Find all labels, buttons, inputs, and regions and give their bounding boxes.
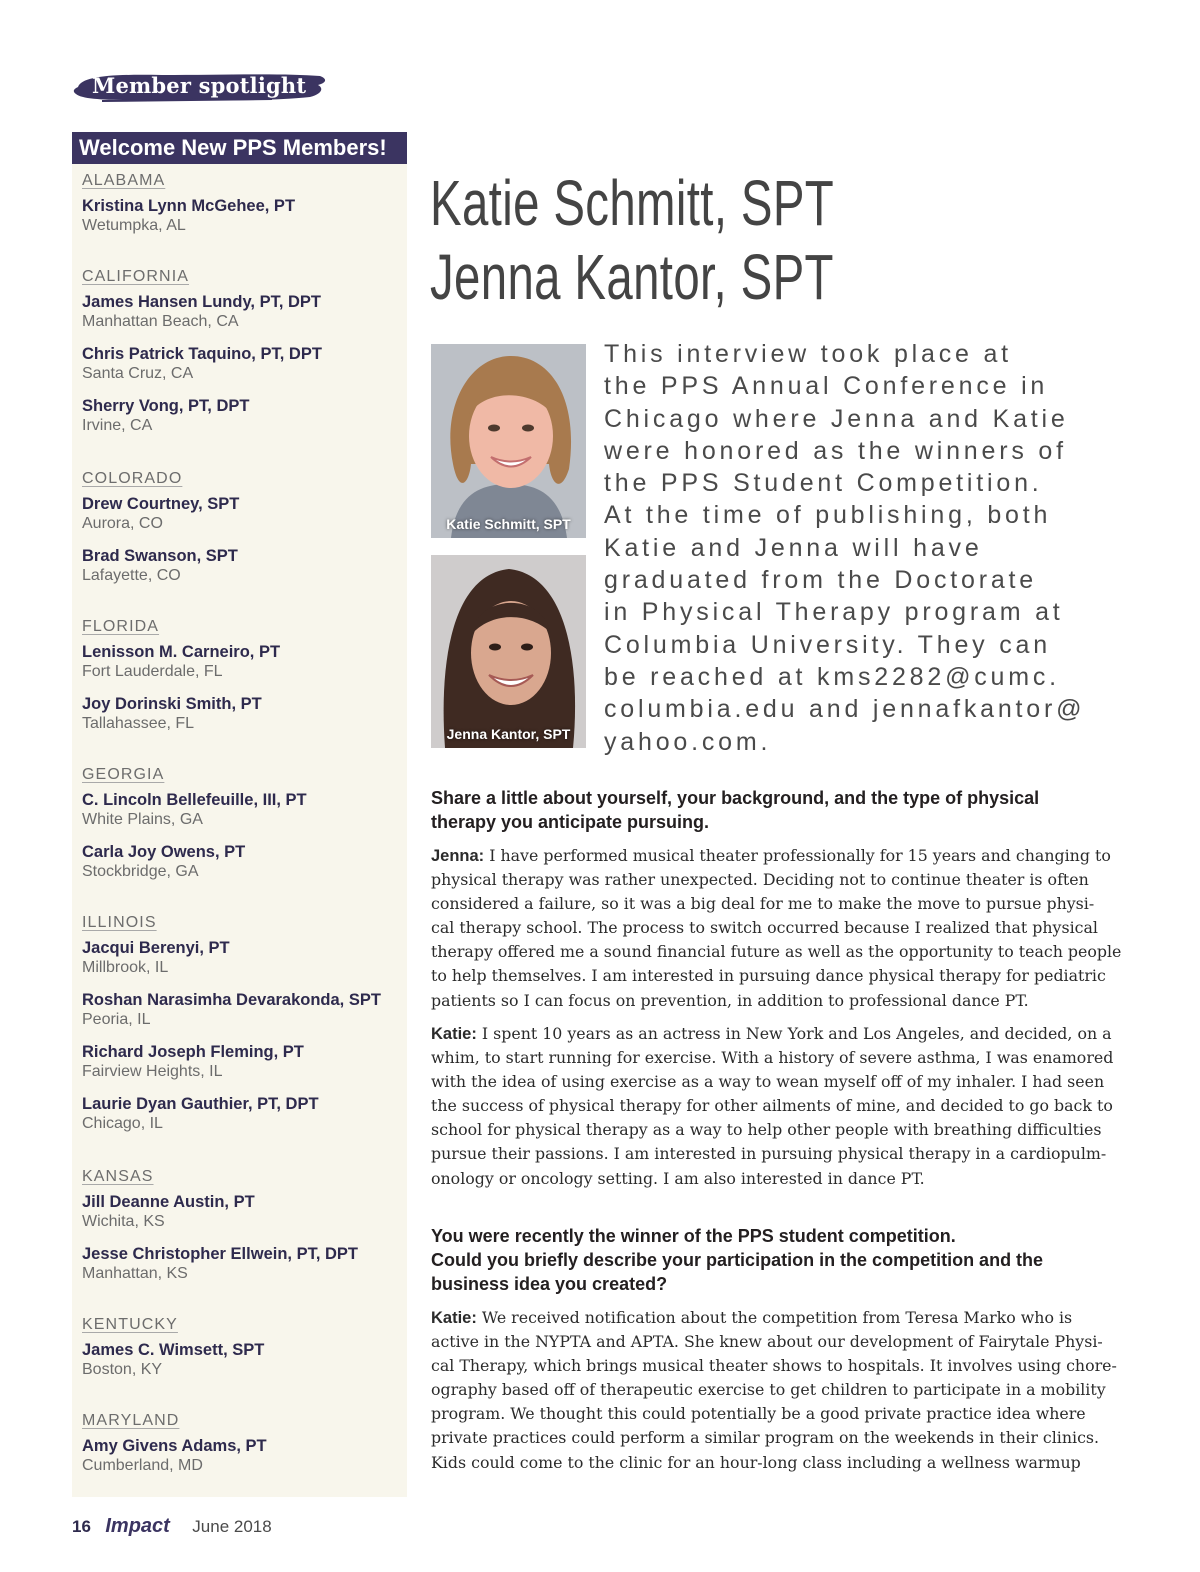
member-entry <box>82 695 280 733</box>
member-name: Jacqui Berenyi, PT <box>82 939 230 957</box>
member-name: Lenisson M. Carneiro, PT <box>82 643 281 661</box>
answer-line <box>431 1142 1131 1166</box>
photo-caption-katie: Katie Schmitt, SPT <box>446 516 571 532</box>
member-name: Carla Joy Owens, PT <box>82 843 246 861</box>
member-name: Richard Joseph Fleming, PT <box>82 1043 304 1061</box>
answer-text: We received notification about the competition from Teresa Marko who is <box>476 1308 1073 1327</box>
member-location: Lafayette, CO <box>82 567 181 584</box>
answer-text: school for physical therapy as a way to help other people with breathing difficulties <box>431 1120 1102 1140</box>
answer-text: onology or oncology setting. I am also interested in dance PT. <box>431 1168 925 1188</box>
magazine-logo: Impact <box>105 1515 170 1537</box>
member-name: Jill Deanne Austin, PT <box>82 1193 255 1211</box>
member-name: Drew Courtney, SPT <box>82 495 240 513</box>
question-line: therapy you anticipate pursuing. <box>431 812 710 832</box>
issue-date: June 2018 <box>192 1517 272 1536</box>
member-entry <box>82 1341 264 1379</box>
answer-line <box>431 1426 1131 1450</box>
state-group <box>72 1168 358 1297</box>
member-name: Joy Dorinski Smith, PT <box>82 695 262 713</box>
article-title-line-2: Jenna Kantor, SPT <box>430 241 834 313</box>
state-heading: ALABAMA <box>82 172 166 189</box>
answer-line <box>431 940 1131 964</box>
page-number: 16 <box>72 1517 91 1536</box>
answer-line <box>431 1070 1131 1094</box>
member-location: White Plains, GA <box>82 811 203 828</box>
member-location: Boston, KY <box>82 1361 163 1378</box>
member-entry <box>82 843 307 881</box>
intro-line: Columbia University. They can <box>604 630 1051 659</box>
article-intro <box>604 338 1114 758</box>
answer-text: physical therapy was rather unexpected. Deciding not to continue theater is often <box>431 870 1089 890</box>
state-heading: COLORADO <box>82 470 183 487</box>
member-entry <box>82 1437 267 1475</box>
answer-text: program. We thought this could potentially be a good private practice idea where <box>431 1404 1086 1424</box>
member-location: Tallahassee, FL <box>82 715 195 732</box>
member-entry <box>82 397 322 435</box>
answer-line <box>431 868 1131 892</box>
member-location: Wichita, KS <box>82 1213 165 1230</box>
member-name: Sherry Vong, PT, DPT <box>82 397 250 415</box>
member-location: Wetumpka, AL <box>82 217 186 234</box>
state-heading: KENTUCKY <box>82 1316 178 1333</box>
answer-text: I have performed musical theater professionally for 15 years and changing to <box>484 846 1111 865</box>
member-entry <box>82 197 295 235</box>
answer-line <box>431 892 1131 916</box>
speaker-label: Jenna: <box>431 847 485 865</box>
question-line: Could you briefly describe your participation in the competition and the <box>431 1250 1044 1270</box>
intro-line: be reached at kms2282@cumc. <box>604 662 1060 691</box>
state-group <box>72 172 295 249</box>
member-entry <box>82 293 322 331</box>
state-heading: GEORGIA <box>82 766 165 783</box>
member-entry <box>82 1095 381 1133</box>
answer-line <box>431 989 1131 1013</box>
member-name: Laurie Dyan Gauthier, PT, DPT <box>82 1095 319 1113</box>
member-location: Peoria, IL <box>82 1011 151 1028</box>
state-group <box>72 1412 267 1489</box>
member-entry <box>82 991 381 1029</box>
section-banner-label: Member spotlight <box>92 73 307 98</box>
question-1 <box>431 786 1039 834</box>
member-location: Millbrook, IL <box>82 959 169 976</box>
answer-text: considered a failure, so it was a big deal for me to make the move to pursue physi- <box>431 894 1095 914</box>
answer-text: active in the NYPTA and APTA. She knew about our development of Fairytale Physi- <box>431 1332 1103 1352</box>
intro-line: in Physical Therapy program at <box>604 598 1064 627</box>
answer-text: pursue their passions. I am interested in pursuing physical therapy in a cardiopulm- <box>431 1144 1107 1164</box>
portrait-photo-jenna <box>431 555 586 748</box>
state-heading: KANSAS <box>82 1168 154 1185</box>
question-2 <box>431 1224 1043 1296</box>
question-line: Share a little about yourself, your background, and the type of physical <box>431 788 1040 808</box>
answer-line <box>431 1022 1131 1046</box>
answer-text: the success of physical therapy for other ailments of mine, and decided to go back to <box>431 1096 1113 1116</box>
answer-line <box>431 1046 1131 1070</box>
question-line: You were recently the winner of the PPS student competition. <box>431 1226 956 1246</box>
answer-line <box>431 1118 1131 1142</box>
member-location: Manhattan, KS <box>82 1265 188 1282</box>
answer-1-katie <box>431 1022 1131 1191</box>
answer-line <box>431 1378 1131 1402</box>
state-group <box>72 268 322 449</box>
intro-line: At the time of publishing, both <box>604 501 1052 530</box>
state-heading: ILLINOIS <box>82 914 157 931</box>
intro-line: were honored as the winners of <box>604 436 1067 465</box>
state-group <box>72 766 307 895</box>
answer-line <box>431 1167 1131 1191</box>
answer-text: private practices could perform a similar program on the weekends in their clinics. <box>431 1428 1100 1448</box>
member-entry <box>82 547 239 585</box>
member-name: James C. Wimsett, SPT <box>82 1341 265 1359</box>
answer-text: with the idea of using exercise as a way to wean myself off of my inhaler. I had seen <box>431 1072 1105 1092</box>
portrait-photo-katie <box>431 344 586 538</box>
answer-text: to help themselves. I am interested in pursuing dance physical therapy for pediatric <box>431 966 1106 986</box>
member-location: Manhattan Beach, CA <box>82 313 239 330</box>
state-group <box>72 618 280 747</box>
answer-text: I spent 10 years as an actress in New York and Los Angeles, and decided, on a <box>476 1024 1112 1043</box>
member-entry <box>82 791 307 829</box>
member-location: Chicago, IL <box>82 1115 163 1132</box>
member-name: C. Lincoln Bellefeuille, III, PT <box>82 791 307 809</box>
intro-line: yahoo.com. <box>604 727 772 756</box>
answer-line <box>431 844 1131 868</box>
sidebar-header: Welcome New PPS Members! <box>72 132 407 164</box>
section-banner <box>72 70 328 104</box>
member-entry <box>82 939 381 977</box>
intro-line: This interview took place at <box>604 340 1012 368</box>
state-heading: MARYLAND <box>82 1412 180 1429</box>
member-location: Aurora, CO <box>82 515 163 532</box>
new-members-sidebar <box>72 132 407 1497</box>
answer-line <box>431 916 1131 940</box>
member-entry <box>82 1193 358 1231</box>
member-location: Irvine, CA <box>82 417 153 434</box>
answer-text: cal therapy school. The process to switch occurred because I realized that physical <box>431 918 1098 938</box>
article-title-line-1: Katie Schmitt, SPT <box>430 167 835 239</box>
member-location: Stockbridge, GA <box>82 863 199 880</box>
member-name: Brad Swanson, SPT <box>82 547 238 565</box>
page-footer <box>72 1515 272 1539</box>
member-entry <box>82 1043 381 1081</box>
intro-line: Katie and Jenna will have <box>604 533 983 562</box>
answer-text: Kids could come to the clinic for an hour-long class including a wellness warmup <box>431 1452 1081 1472</box>
answer-text: ography based off of therapeutic exercise to get children to participate in a mobility <box>431 1380 1106 1400</box>
photo-caption-jenna: Jenna Kantor, SPT <box>446 726 571 742</box>
member-name: Kristina Lynn McGehee, PT <box>82 197 296 215</box>
member-name: Jesse Christopher Ellwein, PT, DPT <box>82 1245 358 1263</box>
answer-1-jenna <box>431 844 1131 1013</box>
member-location: Cumberland, MD <box>82 1457 203 1474</box>
member-name: Amy Givens Adams, PT <box>82 1437 267 1455</box>
intro-line: columbia.edu and jennafkantor@ <box>604 695 1086 724</box>
intro-line: the PPS Annual Conference in <box>604 372 1049 401</box>
member-entry <box>82 643 280 681</box>
state-group <box>72 914 381 1147</box>
member-entry <box>82 345 322 383</box>
answer-line <box>431 1330 1131 1354</box>
answer-text: patients so I can focus on prevention, in addition to professional dance PT. <box>431 990 1029 1010</box>
intro-line: graduated from the Doctorate <box>604 566 1037 595</box>
speaker-label: Katie: <box>431 1025 477 1043</box>
speaker-label: Katie: <box>431 1309 477 1327</box>
member-entry <box>82 495 239 533</box>
answer-line <box>431 964 1131 988</box>
answer-text: therapy offered me a sound financial future as well as the opportunity to teach people <box>431 942 1122 962</box>
member-name: Roshan Narasimha Devarakonda, SPT <box>82 991 381 1009</box>
answer-text: whim, to start running for exercise. With a history of severe asthma, I was enamored <box>431 1048 1114 1068</box>
question-line: business idea you created? <box>431 1274 668 1294</box>
member-location: Fairview Heights, IL <box>82 1063 223 1080</box>
member-name: Chris Patrick Taquino, PT, DPT <box>82 345 322 363</box>
member-entry <box>82 1245 358 1283</box>
answer-line <box>431 1451 1131 1475</box>
state-heading: CALIFORNIA <box>82 268 190 285</box>
member-location: Fort Lauderdale, FL <box>82 663 223 680</box>
answer-line <box>431 1306 1131 1330</box>
answer-2-katie <box>431 1306 1131 1475</box>
answer-line <box>431 1094 1131 1118</box>
answer-line <box>431 1402 1131 1426</box>
answer-line <box>431 1354 1131 1378</box>
intro-line: Chicago where Jenna and Katie <box>604 404 1069 433</box>
intro-line: the PPS Student Competition. <box>604 469 1043 498</box>
state-group <box>72 1316 264 1393</box>
state-heading: FLORIDA <box>82 618 160 635</box>
answer-text: cal Therapy, which brings musical theater shows to hospitals. It involves using chore- <box>431 1356 1117 1376</box>
member-name: James Hansen Lundy, PT, DPT <box>82 293 322 311</box>
state-group <box>72 470 239 599</box>
member-location: Santa Cruz, CA <box>82 365 194 382</box>
